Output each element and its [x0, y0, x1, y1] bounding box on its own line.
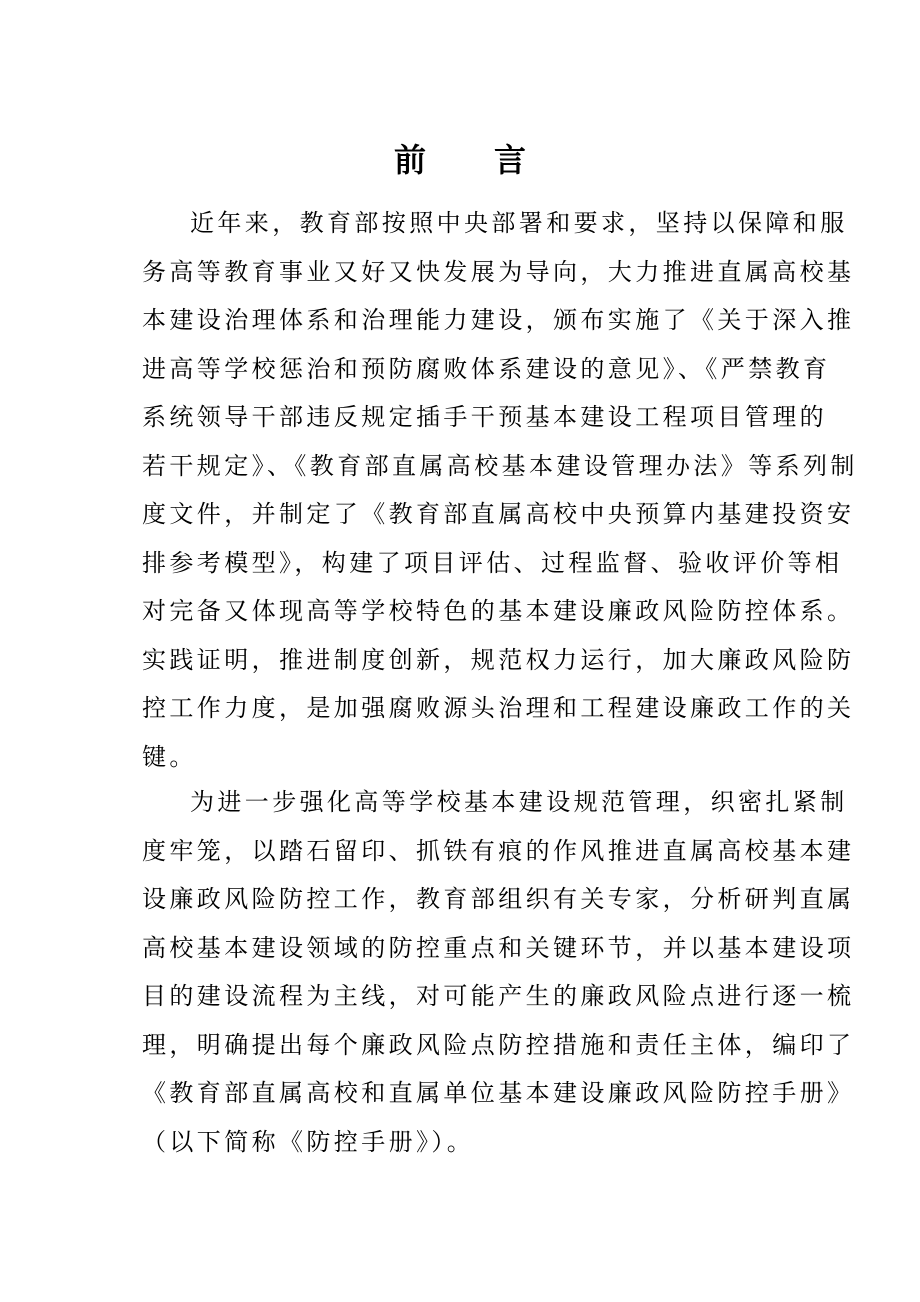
paragraph-line: 度文件，并制定了《教育部直属高校中央预算内基建投资安	[142, 500, 855, 528]
paragraph-line: 排参考模型》，构建了项目评估、过程监督、验收评价等相	[142, 548, 843, 577]
paragraph-line: 目的建设流程为主线，对可能产生的廉政风险点进行逐一梳	[142, 982, 855, 1010]
paragraph-1	[142, 199, 858, 781]
paragraph-line: 理，明确提出每个廉政风险点防控措施和责任主体，编印了	[142, 1030, 855, 1059]
paragraph-line: 键。	[142, 742, 197, 771]
paragraph-line: 实践证明，推进制度创新，规范权力运行，加大廉政风险防	[142, 645, 855, 674]
paragraph-line: 务高等教育事业又好又快发展为导向，大力推进直属高校基	[142, 257, 855, 286]
paragraph-line: 高校基本建设领域的防控重点和关键环节，并以基本建设项	[142, 933, 855, 962]
paragraph-line: （以下简称《防控手册》）。	[142, 1127, 475, 1156]
paragraph-line: 进高等学校惩治和预防腐败体系建设的意见》、《严禁教育	[142, 354, 831, 383]
paragraph-line: 本建设治理体系和治理能力建设，颁布实施了《关于深入推	[142, 306, 855, 334]
paragraph-line: 为进一步强化高等学校基本建设规范管理，织密扎紧制	[190, 788, 848, 816]
paragraph-line: 设廉政风险防控工作，教育部组织有关专家，分析研判直属	[142, 885, 855, 913]
paragraph-line: 系统领导干部违反规定插手干预基本建设工程项目管理的	[142, 403, 827, 431]
paragraph-line: 近年来，教育部按照中央部署和要求，坚持以保障和服	[190, 209, 848, 237]
paragraph-line: 对完备又体现高等学校特色的基本建设廉政风险防控体系。	[142, 597, 855, 625]
paragraph-line: 《教育部直属高校和直属单位基本建设廉政风险防控手册》	[142, 1079, 855, 1107]
page-title: 前言	[393, 141, 594, 179]
paragraph-2	[142, 778, 855, 1166]
paragraph-line: 若干规定》、《教育部直属高校基本建设管理办法》等系列制	[142, 451, 858, 480]
paragraph-line: 控工作力度，是加强腐败源头治理和工程建设廉政工作的关	[142, 694, 855, 722]
paragraph-line: 度牢笼，以踏石留印、抓铁有痕的作风推进直属高校基本建	[142, 836, 855, 865]
